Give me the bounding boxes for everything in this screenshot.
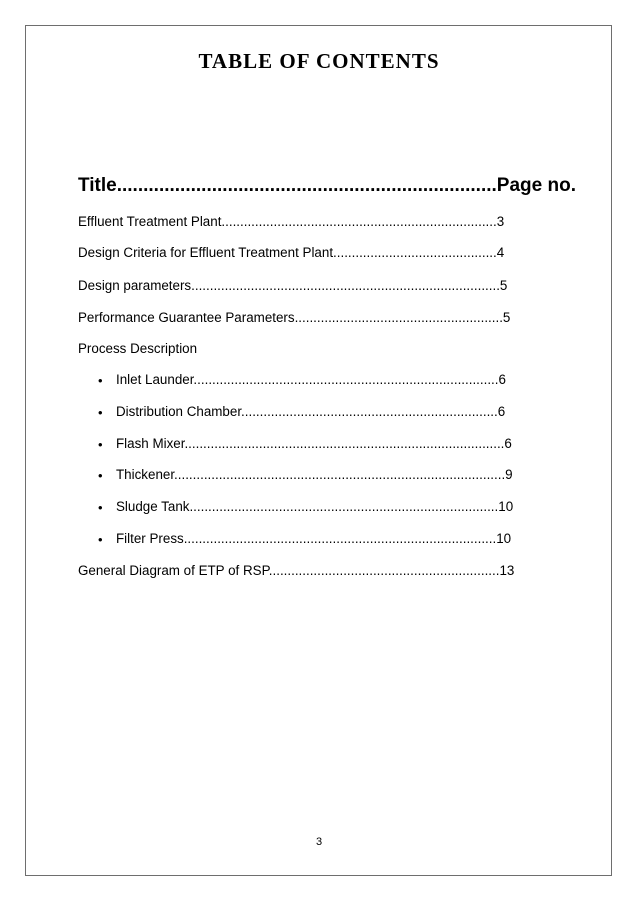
toc-subentry-distribution-chamber: Distribution Chamber.....................................................................6 xyxy=(116,404,506,419)
bullet-icon: • xyxy=(98,468,103,483)
bullet-icon: • xyxy=(98,500,103,515)
toc-subentry-flash-mixer: Flash Mixer......................................................................................6 xyxy=(116,436,512,451)
bullet-icon: • xyxy=(98,437,103,452)
toc-entry-design-criteria: Design Criteria for Effluent Treatment Plant............................................4 xyxy=(78,245,505,260)
toc-subentry-sludge-tank: Sludge Tank...................................................................................10 xyxy=(116,499,514,514)
bullet-icon: • xyxy=(98,373,103,388)
bullet-icon: • xyxy=(98,532,103,547)
toc-entry-process-description: Process Description xyxy=(78,341,198,356)
bullet-icon: • xyxy=(98,405,103,420)
toc-entry-design-parameters: Design parameters...................................................................................5 xyxy=(78,278,508,293)
toc-subentry-thickener: Thickener.........................................................................................9 xyxy=(116,467,513,482)
page-title: TABLE OF CONTENTS xyxy=(198,49,440,73)
toc-entry-general-diagram: General Diagram of ETP of RSP..............................................................13 xyxy=(78,563,515,578)
toc-entry-effluent-treatment-plant: Effluent Treatment Plant..........................................................................3 xyxy=(78,214,505,229)
toc-entry-performance-guarantee: Performance Guarantee Parameters........................................................5 xyxy=(78,310,511,325)
page-number: 3 xyxy=(315,836,323,848)
toc-subentry-inlet-launder: Inlet Launder..................................................................................6 xyxy=(116,372,506,387)
toc-header-row: Title........................................................................Page no. xyxy=(78,175,576,196)
toc-subentry-filter-press: Filter Press....................................................................................10 xyxy=(116,531,512,546)
